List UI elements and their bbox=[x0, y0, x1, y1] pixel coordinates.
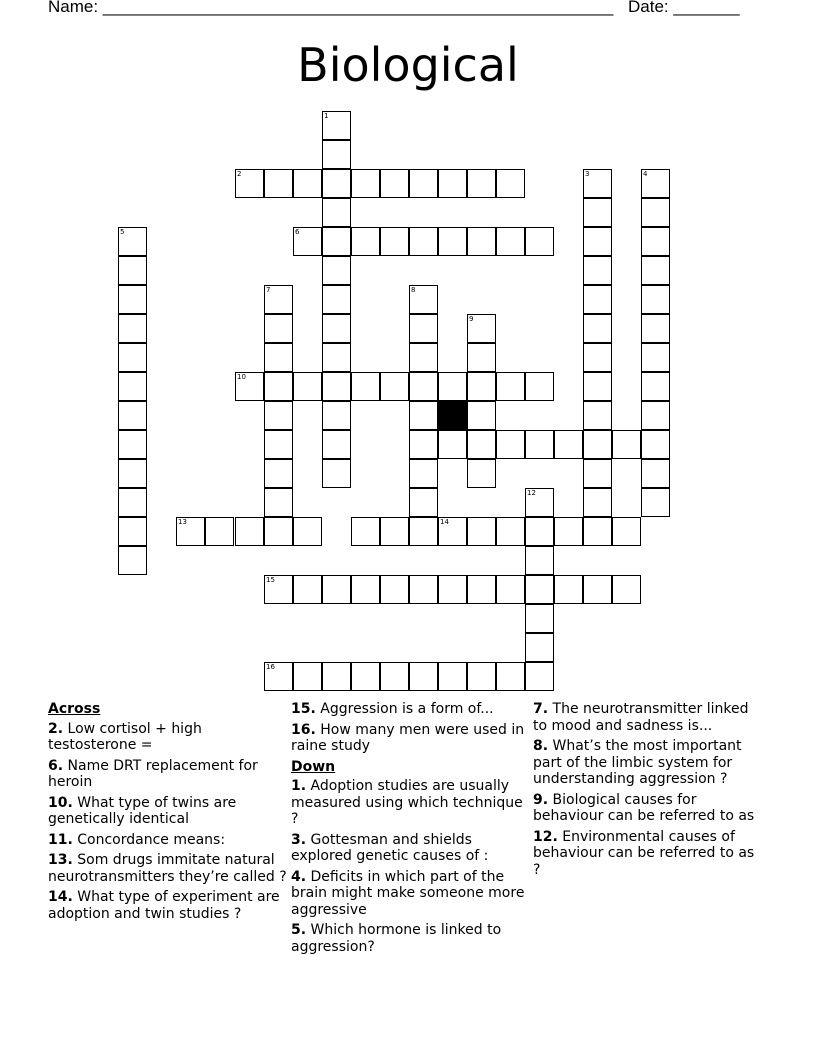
grid-cell-1[interactable] bbox=[322, 111, 351, 140]
grid-cell[interactable] bbox=[641, 314, 670, 343]
clues-column-3 bbox=[533, 701, 763, 882]
grid-cell[interactable] bbox=[467, 227, 496, 256]
grid-cell[interactable] bbox=[351, 169, 380, 198]
grid-cell-3[interactable] bbox=[583, 169, 612, 198]
grid-cell[interactable] bbox=[467, 459, 496, 488]
clue-across-11: 11. Concordance means: bbox=[48, 831, 226, 848]
grid-cell-5[interactable] bbox=[118, 227, 147, 256]
grid-cell[interactable] bbox=[264, 488, 293, 517]
grid-cell-8[interactable] bbox=[409, 285, 438, 314]
grid-cell[interactable] bbox=[554, 575, 583, 604]
grid-cell[interactable] bbox=[118, 430, 147, 459]
grid-cell[interactable] bbox=[583, 256, 612, 285]
down-heading: Down bbox=[291, 758, 336, 775]
clue-number: 9 bbox=[469, 315, 474, 323]
grid-cell[interactable] bbox=[351, 575, 380, 604]
grid-cell[interactable] bbox=[467, 169, 496, 198]
grid-cell[interactable] bbox=[322, 662, 351, 691]
clue-down-9: 9. Biological causes for behaviour can be referred to as bbox=[533, 791, 755, 824]
clue-number: 4 bbox=[643, 170, 648, 178]
grid-cell[interactable] bbox=[438, 575, 467, 604]
grid-cell[interactable] bbox=[641, 285, 670, 314]
grid-cell[interactable] bbox=[583, 575, 612, 604]
grid-cell[interactable] bbox=[322, 401, 351, 430]
clue-number: 7 bbox=[266, 286, 271, 294]
grid-cell[interactable] bbox=[322, 256, 351, 285]
grid-cell[interactable] bbox=[205, 517, 234, 546]
grid-cell[interactable] bbox=[322, 372, 351, 401]
grid-cell-9[interactable] bbox=[467, 314, 496, 343]
clue-number: 5 bbox=[120, 228, 125, 236]
grid-cell[interactable] bbox=[409, 227, 438, 256]
clue-number: 15 bbox=[266, 576, 275, 584]
grid-cell[interactable] bbox=[583, 372, 612, 401]
grid-cell[interactable] bbox=[467, 575, 496, 604]
grid-cell[interactable] bbox=[293, 169, 322, 198]
grid-cell[interactable] bbox=[496, 662, 525, 691]
grid-cell[interactable] bbox=[118, 517, 147, 546]
grid-cell[interactable] bbox=[641, 256, 670, 285]
grid-cell[interactable] bbox=[525, 662, 554, 691]
grid-cell[interactable] bbox=[118, 256, 147, 285]
grid-cell[interactable] bbox=[438, 430, 467, 459]
grid-cell[interactable] bbox=[496, 517, 525, 546]
grid-cell[interactable] bbox=[409, 662, 438, 691]
grid-cell-13[interactable] bbox=[176, 517, 205, 546]
clues-column-2 bbox=[291, 701, 525, 959]
grid-cell[interactable] bbox=[467, 343, 496, 372]
grid-cell[interactable] bbox=[467, 430, 496, 459]
grid-cell[interactable] bbox=[264, 430, 293, 459]
grid-cell[interactable] bbox=[118, 546, 147, 575]
grid-cell[interactable] bbox=[380, 227, 409, 256]
grid-cell[interactable] bbox=[351, 227, 380, 256]
grid-cell[interactable] bbox=[322, 575, 351, 604]
grid-cell[interactable] bbox=[264, 314, 293, 343]
grid-cell[interactable] bbox=[583, 227, 612, 256]
grid-cell[interactable] bbox=[641, 227, 670, 256]
grid-cell[interactable] bbox=[467, 662, 496, 691]
grid-cell[interactable] bbox=[409, 517, 438, 546]
clue-down-1: 1. Adoption studies are usually measured using which technique ? bbox=[291, 778, 523, 827]
grid-cell[interactable] bbox=[118, 401, 147, 430]
grid-cell[interactable] bbox=[293, 662, 322, 691]
grid-cell[interactable] bbox=[380, 517, 409, 546]
grid-cell[interactable] bbox=[496, 372, 525, 401]
clue-number: 16 bbox=[266, 663, 275, 671]
grid-cell[interactable] bbox=[264, 517, 293, 546]
name-field[interactable]: Name: ______________________________________________________ bbox=[48, 0, 614, 16]
grid-cell[interactable] bbox=[409, 575, 438, 604]
grid-cell[interactable] bbox=[264, 343, 293, 372]
grid-cell[interactable] bbox=[496, 430, 525, 459]
grid-cell[interactable] bbox=[467, 517, 496, 546]
page-title: Biological bbox=[297, 38, 519, 92]
grid-cell[interactable] bbox=[380, 662, 409, 691]
clue-across-16: 16. How many men were used in raine study bbox=[291, 721, 525, 754]
grid-cell[interactable] bbox=[409, 372, 438, 401]
grid-cell[interactable] bbox=[525, 430, 554, 459]
grid-cell[interactable] bbox=[322, 227, 351, 256]
grid-cell[interactable] bbox=[293, 575, 322, 604]
grid-cell[interactable] bbox=[118, 459, 147, 488]
clue-number: 14 bbox=[440, 518, 449, 526]
grid-cell[interactable] bbox=[612, 517, 641, 546]
grid-cell-6[interactable] bbox=[293, 227, 322, 256]
grid-cell[interactable] bbox=[322, 430, 351, 459]
grid-cell[interactable] bbox=[438, 227, 467, 256]
grid-cell[interactable] bbox=[322, 314, 351, 343]
grid-cell[interactable] bbox=[438, 662, 467, 691]
grid-cell[interactable] bbox=[322, 140, 351, 169]
grid-cell[interactable] bbox=[264, 401, 293, 430]
grid-cell[interactable] bbox=[554, 517, 583, 546]
grid-cell[interactable] bbox=[351, 372, 380, 401]
clue-across-14: 14. What type of experiment are adoption and twin studies ? bbox=[48, 889, 280, 922]
grid-cell[interactable] bbox=[641, 401, 670, 430]
grid-cell[interactable] bbox=[409, 488, 438, 517]
clue-number: 3 bbox=[585, 170, 590, 178]
grid-cell[interactable] bbox=[264, 372, 293, 401]
grid-cell[interactable] bbox=[583, 285, 612, 314]
grid-cell[interactable] bbox=[118, 343, 147, 372]
grid-cell[interactable] bbox=[612, 430, 641, 459]
grid-cell[interactable] bbox=[583, 459, 612, 488]
grid-cell[interactable] bbox=[554, 430, 583, 459]
clue-number: 2 bbox=[237, 170, 242, 178]
grid-cell[interactable] bbox=[118, 285, 147, 314]
grid-cell[interactable] bbox=[235, 517, 264, 546]
clue-number: 13 bbox=[178, 518, 187, 526]
clue-down-12: 12. Environmental causes of behaviour can be referred to as ? bbox=[533, 828, 755, 878]
grid-cell[interactable] bbox=[496, 227, 525, 256]
grid-cell[interactable] bbox=[409, 343, 438, 372]
grid-cell[interactable] bbox=[641, 488, 670, 517]
grid-cell[interactable] bbox=[525, 604, 554, 633]
clue-across-10: 10. What type of twins are genetically identical bbox=[48, 794, 237, 827]
grid-cell[interactable] bbox=[525, 517, 554, 546]
grid-cell[interactable] bbox=[583, 314, 612, 343]
grid-cell[interactable] bbox=[583, 198, 612, 227]
grid-cell[interactable] bbox=[525, 633, 554, 662]
grid-cell[interactable] bbox=[496, 169, 525, 198]
grid-cell[interactable] bbox=[322, 285, 351, 314]
clue-across-15: 15. Aggression is a form of... bbox=[291, 701, 494, 717]
grid-cell[interactable] bbox=[264, 459, 293, 488]
grid-cell[interactable] bbox=[322, 459, 351, 488]
grid-cell[interactable] bbox=[641, 459, 670, 488]
grid-cell[interactable] bbox=[438, 372, 467, 401]
grid-cell[interactable] bbox=[293, 517, 322, 546]
clues-column-1 bbox=[48, 701, 288, 926]
across-heading: Across bbox=[48, 701, 101, 717]
grid-cell-7[interactable] bbox=[264, 285, 293, 314]
grid-cell[interactable] bbox=[641, 198, 670, 227]
grid-cell-2[interactable] bbox=[235, 169, 264, 198]
grid-cell[interactable] bbox=[525, 227, 554, 256]
grid-cell[interactable] bbox=[380, 372, 409, 401]
clue-down-7: 7. The neurotransmitter linked to mood and sadness is... bbox=[533, 701, 749, 734]
grid-cell[interactable] bbox=[293, 372, 322, 401]
grid-cell[interactable] bbox=[409, 459, 438, 488]
grid-cell-4[interactable] bbox=[641, 169, 670, 198]
grid-cell[interactable] bbox=[467, 401, 496, 430]
grid-cell[interactable] bbox=[409, 314, 438, 343]
grid-cell[interactable] bbox=[322, 198, 351, 227]
clue-down-4: 4. Deficits in which part of the brain might make someone more aggressive bbox=[291, 868, 525, 918]
grid-cell[interactable] bbox=[409, 430, 438, 459]
grid-cell[interactable] bbox=[118, 372, 147, 401]
grid-cell[interactable] bbox=[467, 372, 496, 401]
grid-cell[interactable] bbox=[583, 488, 612, 517]
grid-cell-12[interactable] bbox=[525, 488, 554, 517]
clue-across-6: 6. Name DRT replacement for heroin bbox=[48, 757, 258, 790]
clue-down-3: 3. Gottesman and shields explored genetic causes of : bbox=[291, 831, 489, 864]
grid-cell[interactable] bbox=[583, 401, 612, 430]
grid-cell[interactable] bbox=[438, 169, 467, 198]
grid-cell[interactable] bbox=[525, 546, 554, 575]
grid-cell[interactable] bbox=[264, 169, 293, 198]
grid-cell-14[interactable] bbox=[438, 517, 467, 546]
clue-number: 6 bbox=[295, 228, 300, 236]
grid-cell[interactable] bbox=[525, 575, 554, 604]
grid-cell[interactable] bbox=[380, 575, 409, 604]
grid-cell[interactable] bbox=[496, 575, 525, 604]
grid-cell[interactable] bbox=[118, 314, 147, 343]
clue-across-2: 2. Low cortisol + high testosterone = bbox=[48, 720, 202, 753]
clue-down-5: 5. Which hormone is linked to aggression? bbox=[291, 922, 502, 955]
grid-cell[interactable] bbox=[351, 517, 380, 546]
grid-cell[interactable] bbox=[409, 401, 438, 430]
grid-cell-16[interactable] bbox=[264, 662, 293, 691]
grid-cell[interactable] bbox=[583, 430, 612, 459]
grid-cell[interactable] bbox=[118, 488, 147, 517]
grid-cell[interactable] bbox=[641, 343, 670, 372]
clue-number: 1 bbox=[324, 112, 329, 120]
clue-number: 8 bbox=[411, 286, 416, 294]
grid-cell[interactable] bbox=[612, 575, 641, 604]
grid-cell-15[interactable] bbox=[264, 575, 293, 604]
grid-cell[interactable] bbox=[641, 372, 670, 401]
grid-cell-10[interactable] bbox=[235, 372, 264, 401]
clue-down-8: 8. What’s the most important part of the limbic system for understanding aggression ? bbox=[533, 738, 742, 787]
grid-cell[interactable] bbox=[322, 169, 351, 198]
grid-cell[interactable] bbox=[525, 372, 554, 401]
grid-cell[interactable] bbox=[583, 343, 612, 372]
clue-across-13: 13. Som drugs immitate natural neurotransmitters they’re called ? bbox=[48, 852, 287, 885]
date-field[interactable]: Date: _______ bbox=[628, 0, 740, 16]
clue-number: 12 bbox=[527, 489, 536, 497]
grid-cell[interactable] bbox=[351, 662, 380, 691]
black-cell bbox=[438, 401, 467, 430]
grid-cell[interactable] bbox=[409, 169, 438, 198]
grid-cell[interactable] bbox=[322, 343, 351, 372]
grid-cell[interactable] bbox=[641, 430, 670, 459]
grid-cell[interactable] bbox=[583, 517, 612, 546]
grid-cell[interactable] bbox=[380, 169, 409, 198]
clue-number: 10 bbox=[237, 373, 246, 381]
